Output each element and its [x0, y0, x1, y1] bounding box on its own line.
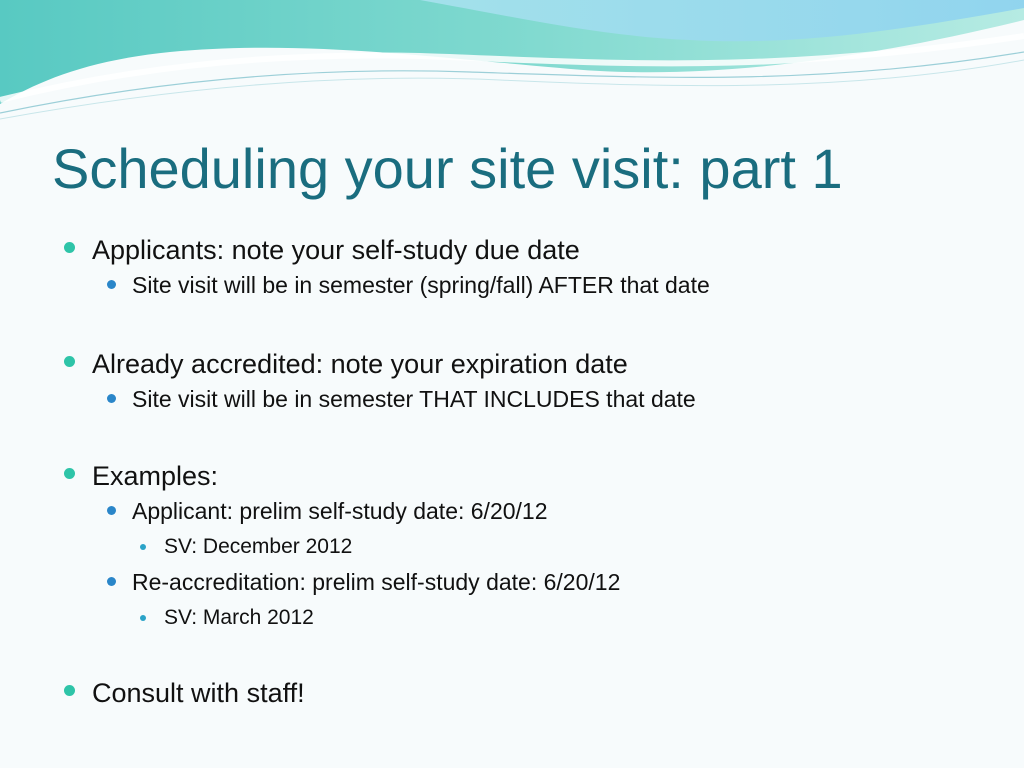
bullet-dot-icon: [64, 685, 75, 696]
bullet-text: Consult with staff!: [92, 678, 305, 708]
bullet-text: Examples:: [92, 461, 219, 491]
bullet-dot-icon: [64, 468, 75, 479]
bullet-dot-icon: [107, 506, 116, 515]
bullet-item: [60, 675, 1000, 711]
sub-bullet-item: [60, 565, 1000, 599]
sub-bullet-text: Site visit will be in semester (spring/fall) AFTER that date: [132, 272, 710, 298]
bullet-list: [60, 232, 1000, 711]
bullet-dot-icon: [140, 544, 146, 550]
sub-sub-bullet-text: SV: March 2012: [164, 606, 314, 629]
sub-sub-bullet-text: SV: December 2012: [164, 535, 353, 558]
bullet-dot-icon: [107, 577, 116, 586]
sub-bullet-item: [60, 382, 1000, 416]
bullet-item: [60, 458, 1000, 494]
sub-sub-bullet-item: [60, 599, 1000, 636]
bullet-dot-icon: [64, 242, 75, 253]
bullet-dot-icon: [64, 356, 75, 367]
bullet-text: Already accredited: note your expiration date: [92, 349, 628, 379]
sub-bullet-item: [60, 268, 1000, 302]
bullet-text: Applicants: note your self-study due date: [92, 235, 580, 265]
decorative-wave-banner: [0, 0, 1024, 125]
sub-bullet-text: Applicant: prelim self-study date: 6/20/12: [132, 498, 548, 524]
bullet-dot-icon: [107, 280, 116, 289]
slide-title: Scheduling your site visit: part 1: [52, 137, 843, 200]
sub-bullet-item: [60, 494, 1000, 528]
sub-bullet-text: Site visit will be in semester THAT INCLUDES that date: [132, 386, 696, 412]
bullet-item: [60, 346, 1000, 382]
sub-bullet-text: Re-accreditation: prelim self-study date: 6/20/12: [132, 569, 621, 595]
sub-sub-bullet-item: [60, 528, 1000, 565]
bullet-dot-icon: [140, 615, 146, 621]
bullet-item: [60, 232, 1000, 268]
bullet-dot-icon: [107, 394, 116, 403]
